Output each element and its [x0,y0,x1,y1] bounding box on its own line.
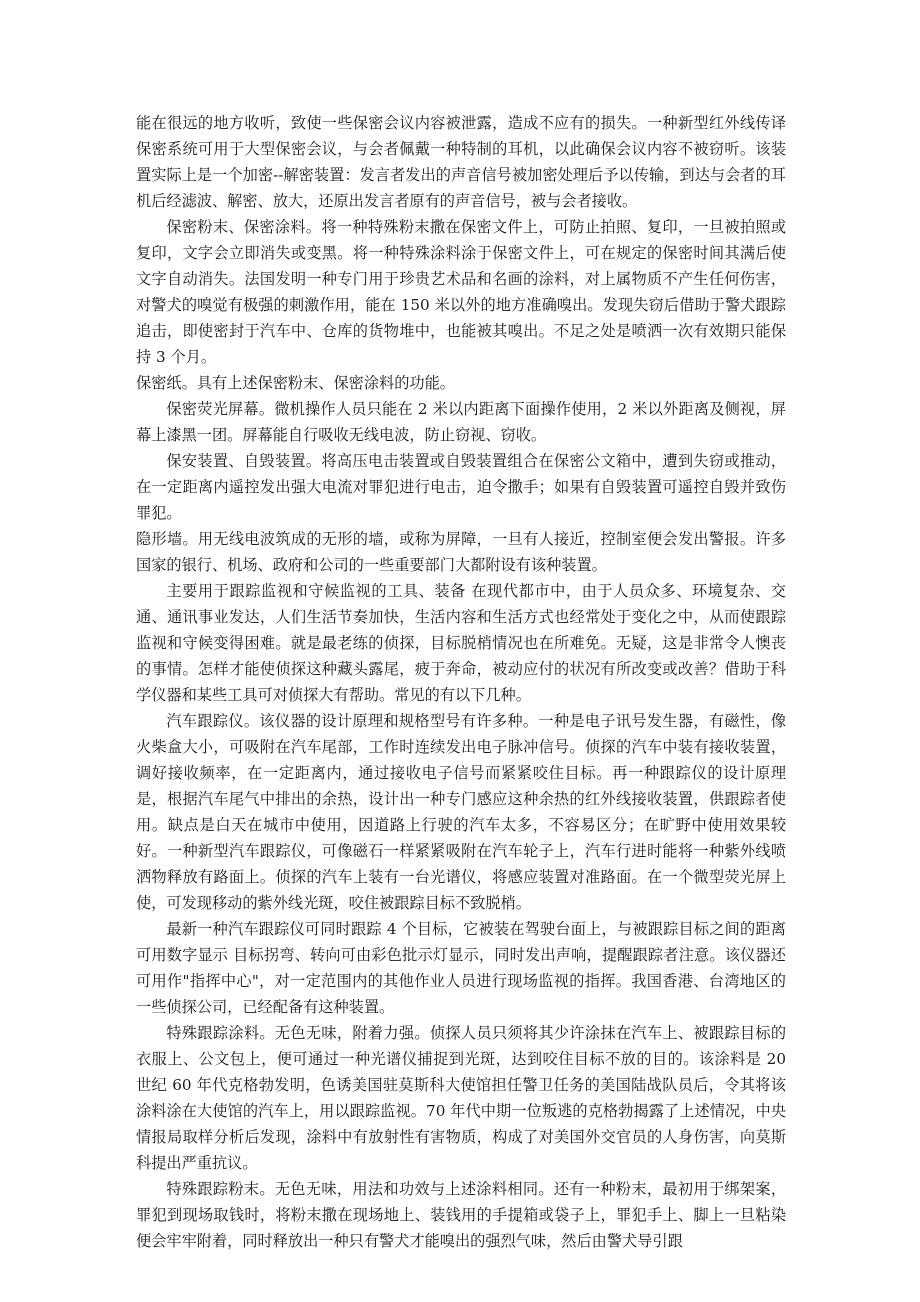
paragraph-7: 主要用于跟踪监视和守候监视的工具、装备 在现代都市中，由于人员众多、环境复杂、交通、通讯事业发达，人们生活节奏加快，生活内容和生活方式也经常处于变化之中，从而使跟踪监视和守候变得困难。就是最老练的侦探，目标脱梢情况也在所难免。无疑，这是非常令人懊丧的事情。怎样才能使侦探这种藏头露尾，疲于奔命，被动应付的状况有所改变或改善？借助于科学仪器和某些工具可对侦探大有帮助。常见的有以下几种。 [136,582,786,704]
paragraph-1: 能在很远的地方收听，致使一些保密会议内容被泄露，造成不应有的损失。一种新型红外线传译保密系统可用于大型保密会议，与会者佩戴一种特制的耳机，以此确保会议内容不被窃听。该装置实际上是一个加密--解密装置：发言者发出的声音信号被加密处理后予以传输，到达与会者的耳机后经滤波、解密、放大，还原出发言者原有的声音信号，被与会者接收。 [136,114,786,210]
paragraph-5: 保安装置、自毁装置。将高压电击装置或自毁装置组合在保密公文箱中，遭到失窃或推动，在一定距离内遥控发出强大电流对罪犯进行电击，迫令撒手；如果有自毁装置可遥控自毁并致伤罪犯。 [136,452,786,522]
paragraph-4: 保密荧光屏幕。微机操作人员只能在 2 米以内距离下面操作使用，2 米以外距离及侧视，屏幕上漆黑一团。屏幕能自行吸收无线电波，防止窃视、窃收。 [136,400,786,444]
paragraph-9: 最新一种汽车跟踪仪可同时跟踪 4 个目标，它被装在驾驶台面上，与被跟踪目标之间的距离可用数字显示 目标拐弯、转向可由彩色批示灯显示，同时发出声响，提醒跟踪者注意。该仪器还可用作"指挥中心"，对一定范围内的其他作业人员进行现场监视的指挥。我国香港、台湾地区的一些侦探公司，已经配备有这种装置。 [136,920,786,1016]
paragraph-11: 特殊跟踪粉末。无色无味，用法和功效与上述涂料相同。还有一种粉末，最初用于绑架案，罪犯到现场取钱时，将粉末撒在现场地上、装钱用的手提箱或袋子上，罪犯手上、脚上一旦粘染便会牢牢附着，同时释放出一种只有警犬才能嗅出的强烈气味，然后由警犬导引跟 [136,1180,786,1250]
paragraph-3: 保密纸。具有上述保密粉末、保密涂料的功能。 [136,374,455,392]
paragraph-6: 隐形墙。用无线电波筑成的无形的墙，或称为屏障，一旦有人接近，控制室便会发出警报。许多国家的银行、机场、政府和公司的一些重要部门大都附设有该种装置。 [136,530,786,574]
document-page [136,110,786,1254]
paragraph-2: 保密粉末、保密涂料。将一种特殊粉末撒在保密文件上，可防止拍照、复印，一旦被拍照或复印，文字会立即消失或变黑。将一种特殊涂料涂于保密文件上，可在规定的保密时间其满后使文字自动消失。法国发明一种专门用于珍贵艺术品和名画的涂料，对上属物质不产生任何伤害，对警犬的嗅觉有极强的刺激作用，能在 150 米以外的地方准确嗅出。发现失窃后借助于警犬跟踪追击，即使密封于汽车中、仓库的货物堆中，也能被其嗅出。不足之处是喷洒一次有效期只能保持 3 个月。 [136,218,786,366]
paragraph-8: 汽车跟踪仪。该仪器的设计原理和规格型号有许多种。一种是电子讯号发生器，有磁性，像火柴盒大小，可吸附在汽车尾部，工作时连续发出电子脉冲信号。侦探的汽车中装有接收装置，调好接收频率，在一定距离内，通过接收电子信号而紧紧咬住目标。再一种跟踪仪的设计原理是，根据汽车尾气中排出的余热，设计出一种专门感应这种余热的红外线接收装置，供跟踪者使用。缺点是白天在城市中使用，因道路上行驶的汽车太多，不容易区分；在旷野中使用效果较好。一种新型汽车跟踪仪，可像磁石一样紧紧吸附在汽车轮子上，汽车行进时能将一种紫外线喷洒物释放有路面上。侦探的汽车上装有一台光谱仪，将感应装置对准路面。在一个微型荧光屏上使，可发现移动的紫外线光斑，咬住被跟踪目标不致脱梢。 [136,712,786,912]
paragraph-10: 特殊跟踪涂料。无色无味，附着力强。侦探人员只须将其少许涂抹在汽车上、被跟踪目标的衣服上、公文包上，便可通过一种光谱仪捕捉到光斑，达到咬住目标不放的目的。该涂料是 20 世纪 60 年代克格勃发明，色诱美国驻莫斯科大使馆担任警卫任务的美国陆战队员后，令其将该涂料涂在大使馆的汽车上，用以跟踪监视。70 年代中期一位叛逃的克格勃揭露了上述情况，中央情报局取样分析后发现，涂料中有放射性有害物质，构成了对美国外交官员的人身伤害，向莫斯科提出严重抗议。 [136,1024,786,1172]
